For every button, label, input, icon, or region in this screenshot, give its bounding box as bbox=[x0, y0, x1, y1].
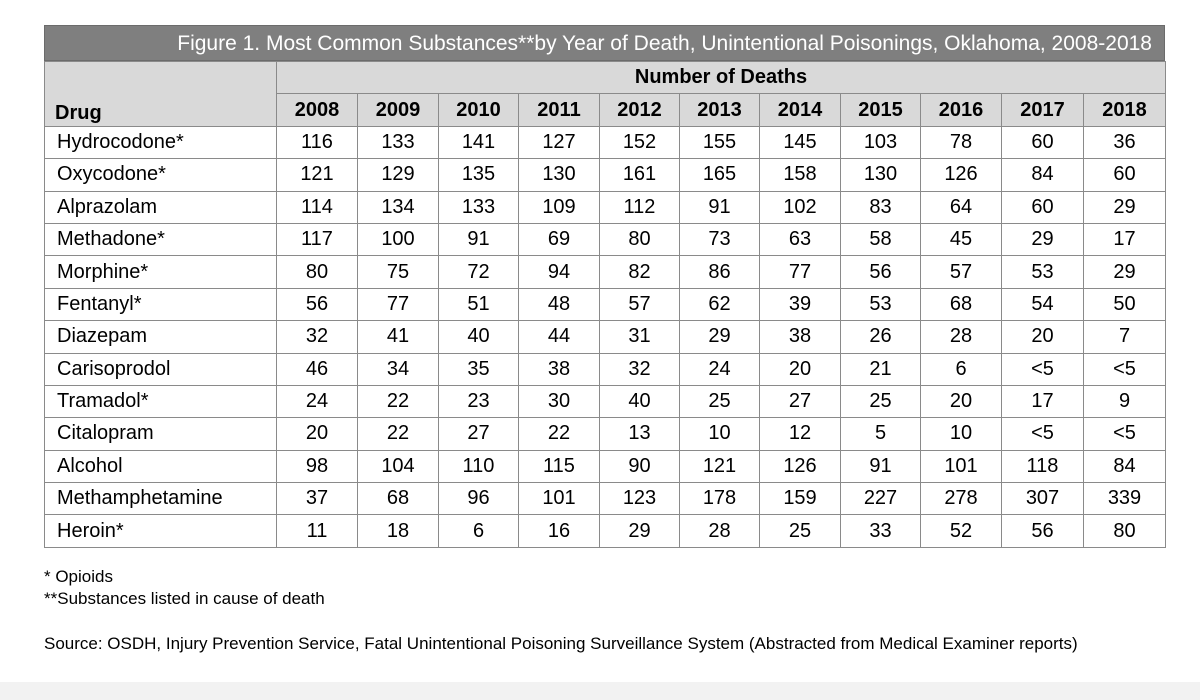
value-cell: 133 bbox=[358, 126, 439, 158]
value-cell: 53 bbox=[1002, 256, 1084, 288]
value-cell: 20 bbox=[277, 418, 358, 450]
value-cell: 101 bbox=[519, 483, 600, 515]
value-cell: 36 bbox=[1084, 126, 1166, 158]
value-cell: 28 bbox=[680, 515, 760, 547]
value-cell: 50 bbox=[1084, 288, 1166, 320]
value-cell: 53 bbox=[841, 288, 921, 320]
value-cell: 22 bbox=[519, 418, 600, 450]
value-cell: 68 bbox=[921, 288, 1002, 320]
value-cell: 37 bbox=[277, 483, 358, 515]
year-header-2018: 2018 bbox=[1084, 94, 1166, 126]
drug-name-cell: Carisoprodol bbox=[45, 353, 277, 385]
value-cell: 17 bbox=[1084, 223, 1166, 255]
value-cell: 145 bbox=[760, 126, 841, 158]
value-cell: 18 bbox=[358, 515, 439, 547]
value-cell: 9 bbox=[1084, 385, 1166, 417]
value-cell: 84 bbox=[1084, 450, 1166, 482]
drug-name-cell: Methadone* bbox=[45, 223, 277, 255]
value-cell: 72 bbox=[439, 256, 519, 288]
value-cell: 80 bbox=[600, 223, 680, 255]
value-cell: 30 bbox=[519, 385, 600, 417]
drug-name-cell: Tramadol* bbox=[45, 385, 277, 417]
value-cell: 20 bbox=[921, 385, 1002, 417]
value-cell: 48 bbox=[519, 288, 600, 320]
value-cell: 104 bbox=[358, 450, 439, 482]
value-cell: 60 bbox=[1002, 126, 1084, 158]
value-cell: 73 bbox=[680, 223, 760, 255]
table-body bbox=[45, 126, 1166, 547]
value-cell: 75 bbox=[358, 256, 439, 288]
value-cell: 130 bbox=[519, 159, 600, 191]
value-cell: 116 bbox=[277, 126, 358, 158]
value-cell: 57 bbox=[600, 288, 680, 320]
value-cell: 63 bbox=[760, 223, 841, 255]
value-cell: 58 bbox=[841, 223, 921, 255]
value-cell: 159 bbox=[760, 483, 841, 515]
footnote-substances: **Substances listed in cause of death bbox=[44, 589, 325, 608]
value-cell: 45 bbox=[921, 223, 1002, 255]
drug-name-cell: Methamphetamine bbox=[45, 483, 277, 515]
value-cell: 62 bbox=[680, 288, 760, 320]
drug-name-cell: Citalopram bbox=[45, 418, 277, 450]
year-header-2008: 2008 bbox=[277, 94, 358, 126]
value-cell: <5 bbox=[1084, 418, 1166, 450]
value-cell: <5 bbox=[1084, 353, 1166, 385]
value-cell: 152 bbox=[600, 126, 680, 158]
value-cell: 11 bbox=[277, 515, 358, 547]
year-header-2010: 2010 bbox=[439, 94, 519, 126]
value-cell: 20 bbox=[760, 353, 841, 385]
year-header-2017: 2017 bbox=[1002, 94, 1084, 126]
year-header-2014: 2014 bbox=[760, 94, 841, 126]
value-cell: 16 bbox=[519, 515, 600, 547]
value-cell: 227 bbox=[841, 483, 921, 515]
value-cell: 130 bbox=[841, 159, 921, 191]
value-cell: 91 bbox=[439, 223, 519, 255]
table-row bbox=[45, 418, 1166, 450]
number-of-deaths-header: Number of Deaths bbox=[277, 62, 1166, 94]
value-cell: 112 bbox=[600, 191, 680, 223]
value-cell: 25 bbox=[680, 385, 760, 417]
value-cell: 60 bbox=[1084, 159, 1166, 191]
value-cell: 109 bbox=[519, 191, 600, 223]
value-cell: 64 bbox=[921, 191, 1002, 223]
value-cell: 29 bbox=[1084, 256, 1166, 288]
value-cell: 127 bbox=[519, 126, 600, 158]
value-cell: 91 bbox=[680, 191, 760, 223]
value-cell: 129 bbox=[358, 159, 439, 191]
value-cell: 6 bbox=[921, 353, 1002, 385]
value-cell: 161 bbox=[600, 159, 680, 191]
value-cell: 7 bbox=[1084, 321, 1166, 353]
value-cell: 41 bbox=[358, 321, 439, 353]
figure-title: Figure 1. Most Common Substances**by Year of Death, Unintentional Poisonings, Oklahoma, 2008-2018 bbox=[44, 25, 1165, 61]
year-header-2015: 2015 bbox=[841, 94, 921, 126]
value-cell: 28 bbox=[921, 321, 1002, 353]
footnote-opioids: * Opioids bbox=[44, 567, 113, 586]
year-header-2009: 2009 bbox=[358, 94, 439, 126]
deaths-table bbox=[44, 61, 1166, 548]
value-cell: 32 bbox=[600, 353, 680, 385]
drug-name-cell: Alprazolam bbox=[45, 191, 277, 223]
value-cell: 117 bbox=[277, 223, 358, 255]
value-cell: 6 bbox=[439, 515, 519, 547]
value-cell: 115 bbox=[519, 450, 600, 482]
table-row bbox=[45, 159, 1166, 191]
value-cell: 84 bbox=[1002, 159, 1084, 191]
table-row bbox=[45, 321, 1166, 353]
value-cell: 29 bbox=[600, 515, 680, 547]
value-cell: 118 bbox=[1002, 450, 1084, 482]
value-cell: 77 bbox=[760, 256, 841, 288]
value-cell: 121 bbox=[680, 450, 760, 482]
value-cell: 278 bbox=[921, 483, 1002, 515]
value-cell: 33 bbox=[841, 515, 921, 547]
value-cell: <5 bbox=[1002, 353, 1084, 385]
table-row bbox=[45, 126, 1166, 158]
drug-name-cell: Alcohol bbox=[45, 450, 277, 482]
value-cell: 98 bbox=[277, 450, 358, 482]
year-header-2012: 2012 bbox=[600, 94, 680, 126]
value-cell: 56 bbox=[277, 288, 358, 320]
value-cell: 178 bbox=[680, 483, 760, 515]
value-cell: 80 bbox=[1084, 515, 1166, 547]
value-cell: 12 bbox=[760, 418, 841, 450]
value-cell: 20 bbox=[1002, 321, 1084, 353]
table-row bbox=[45, 515, 1166, 547]
drug-name-cell: Hydrocodone* bbox=[45, 126, 277, 158]
value-cell: 134 bbox=[358, 191, 439, 223]
value-cell: 52 bbox=[921, 515, 1002, 547]
table-row bbox=[45, 483, 1166, 515]
drug-name-cell: Oxycodone* bbox=[45, 159, 277, 191]
value-cell: 34 bbox=[358, 353, 439, 385]
value-cell: 110 bbox=[439, 450, 519, 482]
value-cell: 77 bbox=[358, 288, 439, 320]
drug-name-cell: Fentanyl* bbox=[45, 288, 277, 320]
value-cell: 51 bbox=[439, 288, 519, 320]
value-cell: 13 bbox=[600, 418, 680, 450]
value-cell: 114 bbox=[277, 191, 358, 223]
bottom-strip bbox=[0, 682, 1200, 700]
value-cell: 22 bbox=[358, 418, 439, 450]
value-cell: 44 bbox=[519, 321, 600, 353]
value-cell: 91 bbox=[841, 450, 921, 482]
value-cell: 25 bbox=[760, 515, 841, 547]
source-note: Source: OSDH, Injury Prevention Service, Fatal Unintentional Poisoning Surveillance System (Abstracted from Medical Examiner reports) bbox=[44, 634, 1078, 653]
value-cell: 86 bbox=[680, 256, 760, 288]
value-cell: 60 bbox=[1002, 191, 1084, 223]
table-row bbox=[45, 191, 1166, 223]
value-cell: 90 bbox=[600, 450, 680, 482]
value-cell: 101 bbox=[921, 450, 1002, 482]
value-cell: 82 bbox=[600, 256, 680, 288]
value-cell: 5 bbox=[841, 418, 921, 450]
drug-name-cell: Heroin* bbox=[45, 515, 277, 547]
value-cell: 27 bbox=[439, 418, 519, 450]
value-cell: 29 bbox=[1002, 223, 1084, 255]
value-cell: 123 bbox=[600, 483, 680, 515]
group-header-row bbox=[45, 62, 1166, 94]
value-cell: 54 bbox=[1002, 288, 1084, 320]
drug-column-header: Drug bbox=[45, 62, 277, 127]
value-cell: <5 bbox=[1002, 418, 1084, 450]
value-cell: 22 bbox=[358, 385, 439, 417]
value-cell: 78 bbox=[921, 126, 1002, 158]
value-cell: 39 bbox=[760, 288, 841, 320]
year-header-2013: 2013 bbox=[680, 94, 760, 126]
value-cell: 27 bbox=[760, 385, 841, 417]
value-cell: 158 bbox=[760, 159, 841, 191]
value-cell: 56 bbox=[841, 256, 921, 288]
value-cell: 121 bbox=[277, 159, 358, 191]
value-cell: 94 bbox=[519, 256, 600, 288]
value-cell: 40 bbox=[600, 385, 680, 417]
value-cell: 100 bbox=[358, 223, 439, 255]
value-cell: 38 bbox=[519, 353, 600, 385]
value-cell: 155 bbox=[680, 126, 760, 158]
value-cell: 133 bbox=[439, 191, 519, 223]
table-row bbox=[45, 353, 1166, 385]
value-cell: 26 bbox=[841, 321, 921, 353]
drug-name-cell: Morphine* bbox=[45, 256, 277, 288]
value-cell: 126 bbox=[921, 159, 1002, 191]
value-cell: 31 bbox=[600, 321, 680, 353]
value-cell: 96 bbox=[439, 483, 519, 515]
value-cell: 141 bbox=[439, 126, 519, 158]
value-cell: 32 bbox=[277, 321, 358, 353]
value-cell: 57 bbox=[921, 256, 1002, 288]
value-cell: 307 bbox=[1002, 483, 1084, 515]
value-cell: 68 bbox=[358, 483, 439, 515]
value-cell: 29 bbox=[1084, 191, 1166, 223]
value-cell: 35 bbox=[439, 353, 519, 385]
value-cell: 17 bbox=[1002, 385, 1084, 417]
value-cell: 10 bbox=[921, 418, 1002, 450]
value-cell: 21 bbox=[841, 353, 921, 385]
year-header-2011: 2011 bbox=[519, 94, 600, 126]
value-cell: 40 bbox=[439, 321, 519, 353]
value-cell: 25 bbox=[841, 385, 921, 417]
table-row bbox=[45, 385, 1166, 417]
value-cell: 339 bbox=[1084, 483, 1166, 515]
value-cell: 126 bbox=[760, 450, 841, 482]
value-cell: 135 bbox=[439, 159, 519, 191]
value-cell: 24 bbox=[680, 353, 760, 385]
footnotes bbox=[44, 566, 325, 610]
value-cell: 69 bbox=[519, 223, 600, 255]
value-cell: 29 bbox=[680, 321, 760, 353]
table-row bbox=[45, 256, 1166, 288]
value-cell: 165 bbox=[680, 159, 760, 191]
table-row bbox=[45, 288, 1166, 320]
value-cell: 38 bbox=[760, 321, 841, 353]
year-header-2016: 2016 bbox=[921, 94, 1002, 126]
table-row bbox=[45, 450, 1166, 482]
drug-name-cell: Diazepam bbox=[45, 321, 277, 353]
value-cell: 24 bbox=[277, 385, 358, 417]
value-cell: 103 bbox=[841, 126, 921, 158]
value-cell: 102 bbox=[760, 191, 841, 223]
value-cell: 56 bbox=[1002, 515, 1084, 547]
value-cell: 80 bbox=[277, 256, 358, 288]
value-cell: 83 bbox=[841, 191, 921, 223]
value-cell: 23 bbox=[439, 385, 519, 417]
table-row bbox=[45, 223, 1166, 255]
value-cell: 10 bbox=[680, 418, 760, 450]
value-cell: 46 bbox=[277, 353, 358, 385]
